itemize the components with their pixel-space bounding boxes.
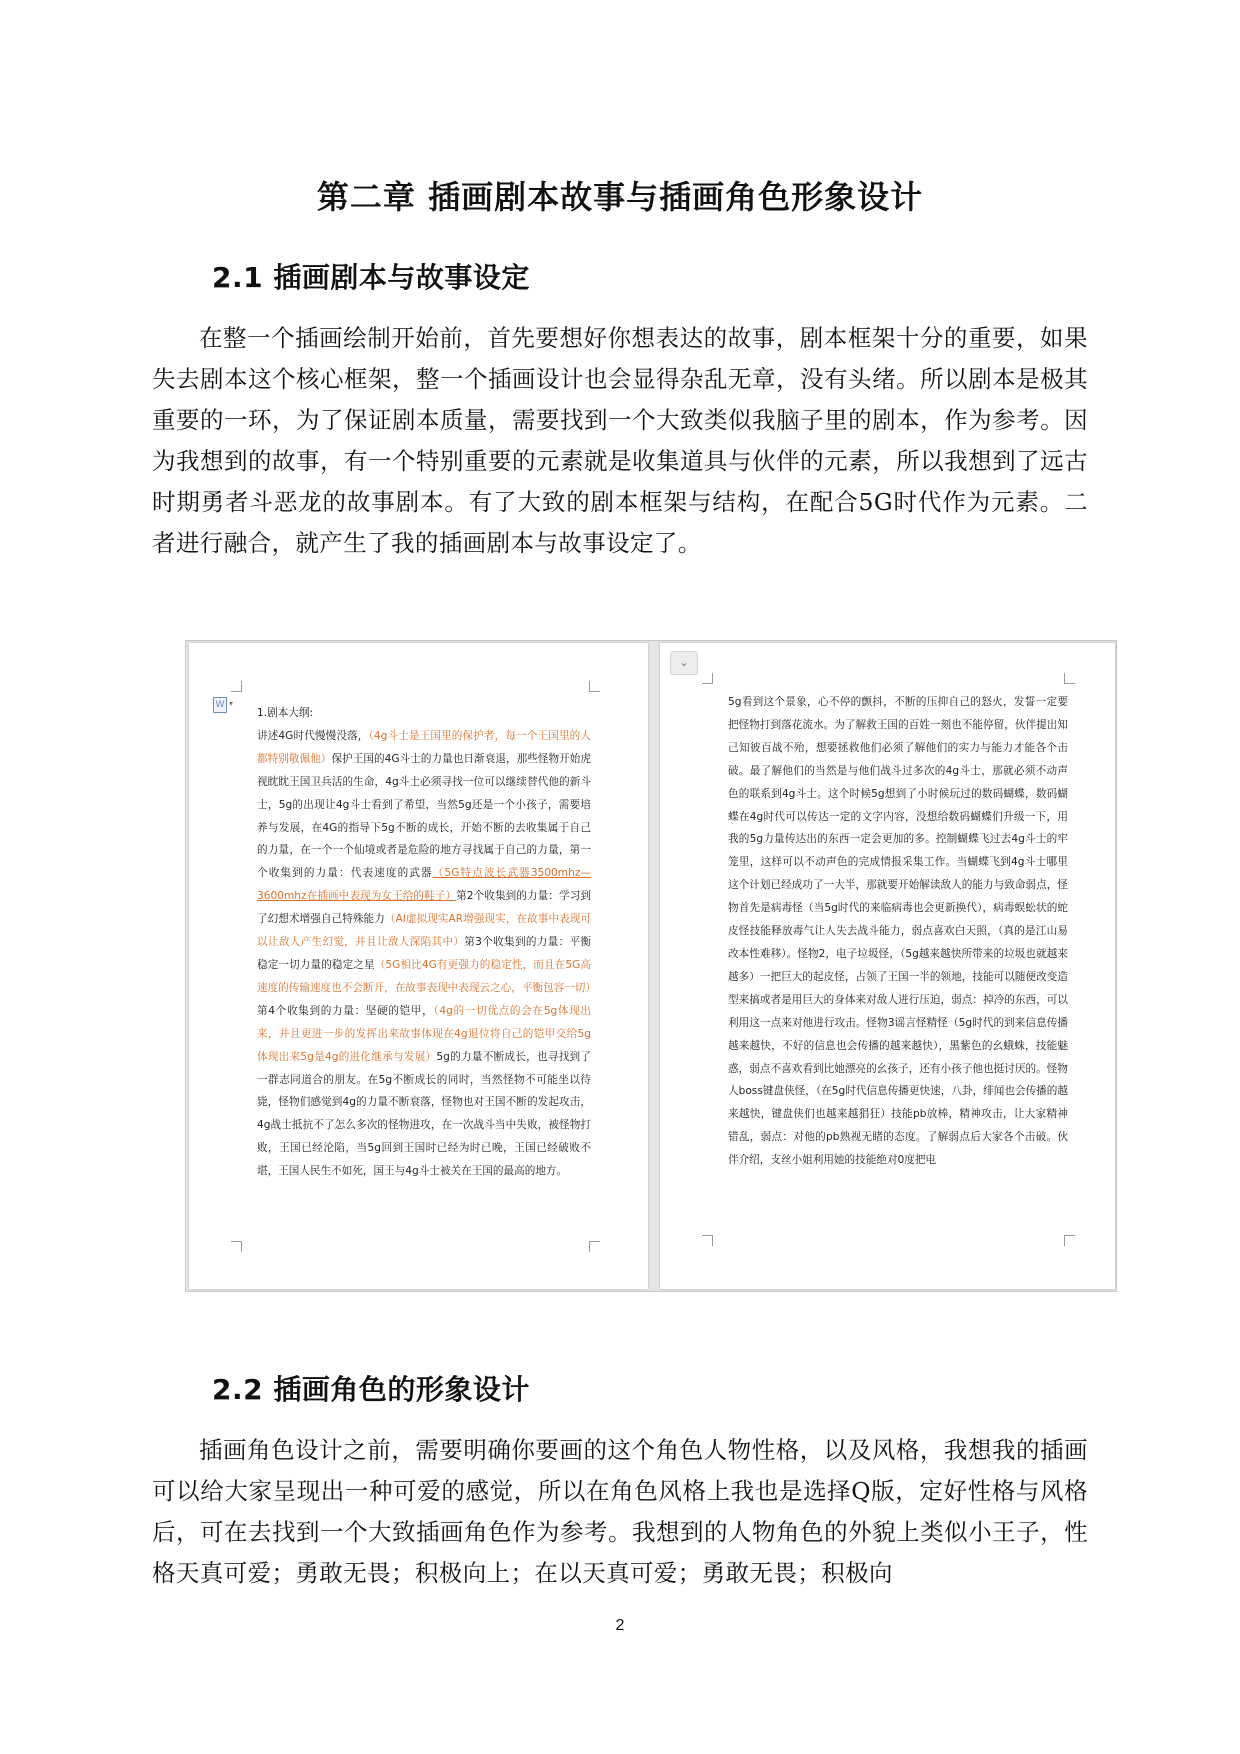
dropdown-caret-icon[interactable]: ▾ — [229, 699, 234, 708]
crop-mark — [1064, 673, 1075, 684]
crop-mark — [589, 1241, 600, 1252]
document-page-right — [660, 643, 1115, 1289]
page-number: 2 — [615, 1617, 625, 1634]
outline-highlight-segment: （5G特点波长武器3500mhz—3600mhz在插画中表现为女王给的鞋子） — [257, 867, 591, 903]
outline-text-segment: 5g的力量不断成长，也寻找到了一群志同道合的朋友。在5g不断成长的同时，当然怪物不可能坐以待毙，怪物们感觉到4g的力量不断衰落，怪物也对王国不断的发起攻击，4g战士抵抗不了怎么多次的怪物进攻，在一次战斗当中失败，被怪物打败，王国已经沦陷，当5g回到王国时已经为时已晚，王国已经破败不堪，王国人民生不如死，国王与4g斗士被关在王国的最高的地方。 — [257, 1050, 591, 1178]
document-icon[interactable]: W — [213, 697, 227, 713]
outline-highlight-segment: （4g的一切优点的会在5g体现出来，并且更进一步的发挥出来故事体现在4g退位将自己的铠甲交给5g体现出来5g是4g的进化继承与发展） — [257, 1004, 591, 1063]
section-2-2-paragraph: 插画角色设计之前，需要明确你要画的这个角色人物性格，以及风格，我想我的插画可以给大家呈现出一种可爱的感觉，所以在角色风格上我也是选择Q版，定好性格与风格后，可在去找到一个大致插画角色作为参考。我想到的人物角色的外貌上类似小王子，性格天真可爱；勇敢无畏；积极向上；在以天真可爱；勇敢无畏；积极向 — [152, 1436, 1088, 1587]
document-page-left — [189, 643, 648, 1289]
outline-text-segment: 讲述4G时代慢慢没落， — [257, 729, 369, 742]
crop-mark — [231, 1241, 242, 1252]
script-outline-heading: 1.剧本大纲: — [257, 707, 314, 719]
outline-highlight-segment: （5G相比4G有更强力的稳定性，而且在5G高速度的传输速度也不会断开，在故事表现中表现云之心，平衡包容一切） — [257, 958, 596, 994]
section-heading-2-1: 2.1 插画剧本与故事设定 — [212, 261, 530, 294]
chapter-title: 第二章 插画剧本故事与插画角色形象设计 — [316, 178, 924, 216]
section-heading-2-2: 2.2 插画角色的形象设计 — [212, 1373, 530, 1406]
outline-highlight-segment: （AI虚拟现实AR增强现实，在故事中表现可以让敌人产生幻觉，并且让敌人深陷其中） — [257, 913, 591, 949]
embedded-document-screenshot — [185, 640, 1117, 1292]
outline-text-segment: 保护王国的4G斗士的力量也日渐衰退，那些怪物开始虎视眈眈王国卫兵活的生命，4g斗士必须寻找一位可以继续替代他的新斗士，5g的出现让4g斗士看到了希望，当然5g还是一个小孩子，需要培养与发展，在4G的指导下5g不断的成长，开始不断的去收集属于自己的力量，在一个一个仙境或者是危险的地方寻找属于自己的力量，第一个收集到的力量：代表速度的武器 — [257, 752, 592, 880]
crop-mark — [702, 673, 713, 684]
outline-text-segment: 第4个收集到的力量：坚硬的铠甲， — [257, 1004, 434, 1017]
outline-highlight-segment: （4g斗士是王国里的保护者，每一个王国里的人都特别敬佩他） — [257, 729, 591, 765]
crop-mark — [1064, 1235, 1075, 1246]
story-continuation-text: 5g看到这个景象，心不停的颤抖，不断的压抑自己的怒火，发誓一定要把怪物打到落花流水。为了解救王国的百姓一刻也不能停留，伙伴提出知己知彼百战不殆，想要拯救他们必须了解他们的实力与能力才能各个击破。最了解他们的当然是与他们战斗过多次的4g斗士，那就必须不动声色的联系到4g斗士。这个时候5g想到了小时候玩过的数码蝴蝶，数码蝴蝶在4g时代可以传达一定的文字内容，没想给数码蝴蝶们升级一下，用我的5g力量传达出的东西一定会更加的多。控制蝴蝶飞过去4g斗士的牢笼里，这样可以不动声色的完成情报采集工作。当蝴蝶飞到4g斗士哪里这个计划已经成功了一大半，那就要开始解读敌人的能力与致命弱点，怪物首先是病毒怪（当5g时代的来临病毒也会更新换代），病毒蜈蚣状的蛇皮怪技能释放毒气让人失去战斗能力，弱点喜欢白天照，（真的是江山易改本性难移）。怪物2，电子垃圾怪，（5g越来越快所带来的垃圾也就越来越多）一把巨大的起皮怪，占领了王国一半的领地，技能可以随便改变造型来搞或者是用巨大的身体来对敌人进行压迫，弱点：掉冷的东西，可以利用这一点来对他进行攻击。怪物3谣言怪精怪（5g时代的到来信息传播越来越快，不好的信息也会传播的越来越快），黑紫色的幺蛾蛛，技能魅惑，弱点不喜欢看到比她漂亮的幺孩子，还有小孩子他也挺讨厌的。怪物人boss键盘侠怪，（在5g时代信息传播更快速，八卦，绯闻也会传播的越来越快，键盘侠们也越来越猖狂）技能pb放棒，精神攻击，让大家精神错乱，弱点：对他的pb熟视无睹的态度。了解弱点后大家各个击破。伙伴介绍，支丝小姐利用她的技能绝对0度把电 — [728, 696, 1068, 1167]
crop-mark — [589, 681, 600, 692]
outline-text-segment: 第2个收集到的力量：学习到了幻想术增强自己特殊能力 — [257, 890, 591, 926]
section-2-1-paragraph: 在整一个插画绘制开始前，首先要想好你想表达的故事，剧本框架十分的重要，如果失去剧本这个核心框架，整一个插画设计也会显得杂乱无章，没有头绪。所以剧本是极其重要的一环，为了保证剧本质量，需要找到一个大致类似我脑子里的剧本，作为参考。因为我想到的故事，有一个特别重要的元素就是收集道具与伙伴的元素，所以我想到了远古时期勇者斗恶龙的故事剧本。有了大致的剧本框架与结构，在配合5G时代作为元素。二者进行融合，就产生了我的插画剧本与故事设定了。 — [152, 324, 1088, 557]
crop-mark — [702, 1235, 713, 1246]
outline-text-segment: 第3个收集到的力量：平衡稳定一切力量的稳定之星 — [257, 936, 591, 971]
chevron-down-icon[interactable]: ⌄ — [670, 651, 698, 675]
script-outline-text — [257, 702, 596, 1183]
crop-mark — [231, 681, 242, 692]
